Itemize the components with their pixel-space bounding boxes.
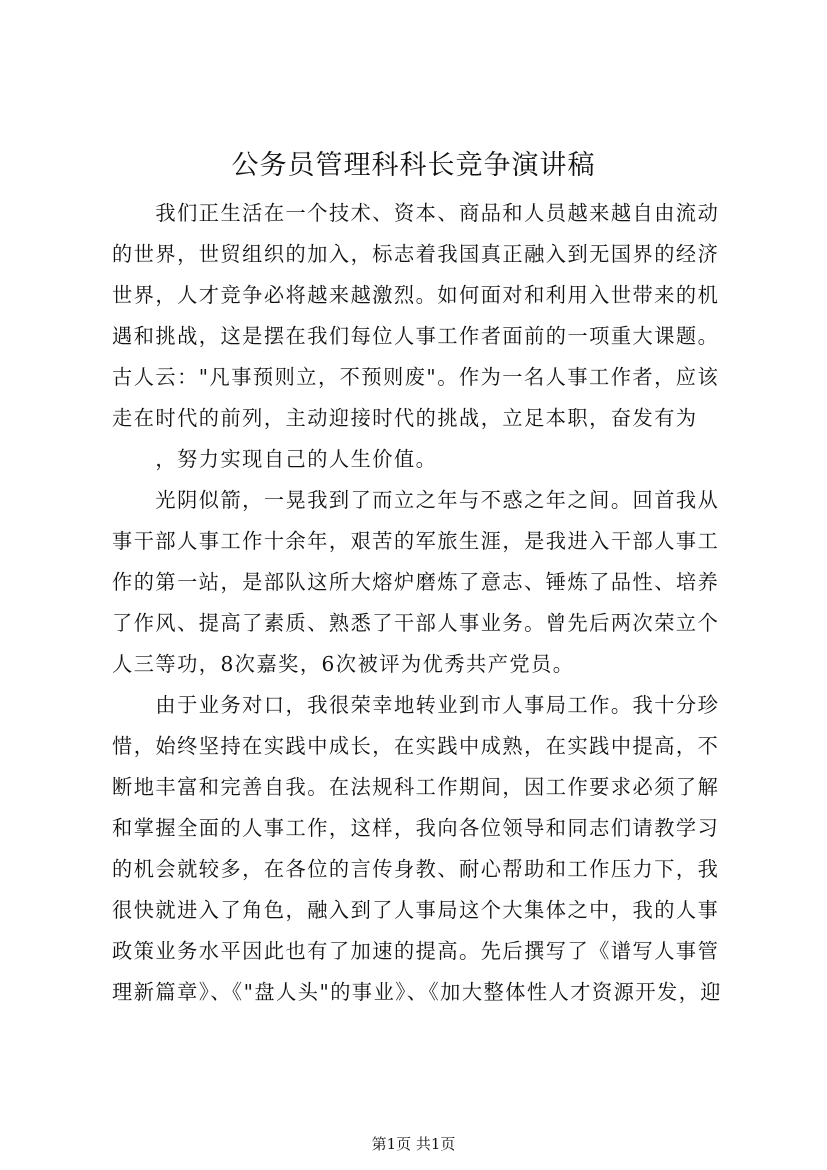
body-line: 走在时代的前列，主动迎接时代的挑战，立足本职，奋发有为: [112, 406, 698, 430]
body-line: 很快就进入了角色，融入到了人事局这个大集体之中，我的人事: [112, 898, 720, 922]
body-line: 遇和挑战，这是摆在我们每位人事工作者面前的一项重大课题。: [112, 324, 720, 348]
body-line: 世界，人才竞争必将越来越激烈。如何面对和利用入世带来的机: [112, 283, 720, 307]
body-line: 古人云："凡事预则立，不预则废"。作为一名人事工作者，应该: [112, 365, 720, 389]
body-line: 光阴似箭，一晃我到了而立之年与不惑之年之间。回首我从: [112, 488, 720, 512]
body-line: 断地丰富和完善自我。在法规科工作期间，因工作要求必须了解: [112, 775, 720, 799]
body-line: 和掌握全面的人事工作，这样，我向各位领导和同志们请教学习: [112, 816, 720, 840]
body-line: 事干部人事工作十余年，艰苦的军旅生涯，是我进入干部人事工: [112, 529, 720, 553]
body-line: 人三等功，8次嘉奖，6次被评为优秀共产党员。: [112, 652, 575, 676]
document-title: 公务员管理科科长竞争演讲稿: [231, 150, 596, 181]
body-line: 了作风、提高了素质、熟悉了干部人事业务。曾先后两次荣立个: [112, 611, 720, 635]
body-line: 我们正生活在一个技术、资本、商品和人员越来越自由流动: [112, 201, 720, 225]
body-line: 的世界，世贸组织的加入，标志着我国真正融入到无国界的经济: [112, 242, 720, 266]
body-line: 政策业务水平因此也有了加速的提高。先后撰写了《谱写人事管: [112, 939, 720, 963]
body-line: 作的第一站，是部队这所大熔炉磨炼了意志、锤炼了品性、培养: [112, 570, 720, 594]
page-footer: 第1页 共1页: [371, 1135, 456, 1153]
body-line: 的机会就较多，在各位的言传身教、耐心帮助和工作压力下，我: [112, 857, 720, 881]
body-line: ，努力实现自己的人生价值。: [112, 447, 438, 471]
body-line: 由于业务对口，我很荣幸地转业到市人事局工作。我十分珍: [112, 693, 720, 717]
body-line: 惜，始终坚持在实践中成长，在实践中成熟，在实践中提高，不: [112, 734, 720, 758]
body-line: 理新篇章》、《"盘人头"的事业》、《加大整体性人才资源开发，迎: [112, 980, 723, 1004]
